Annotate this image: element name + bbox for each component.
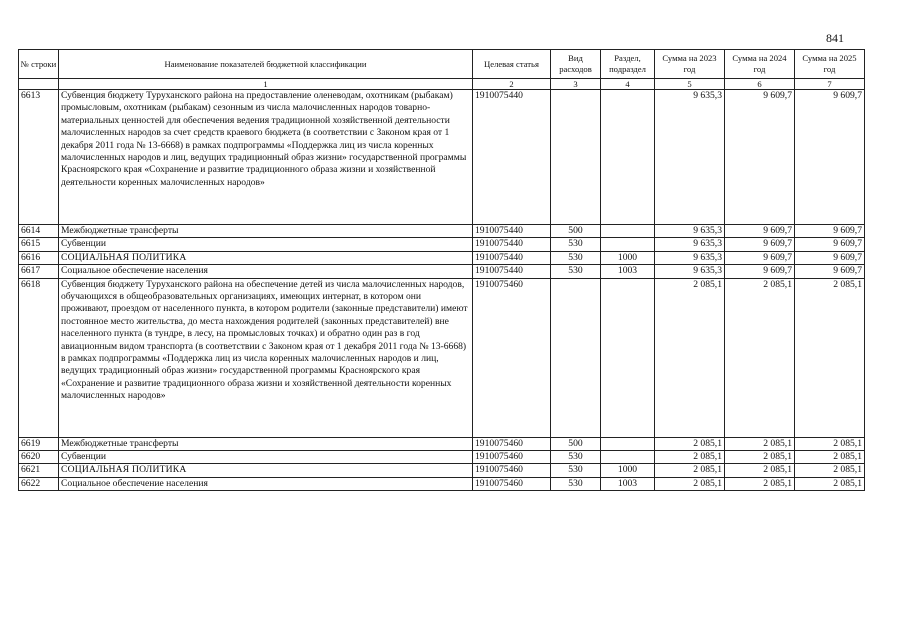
row-sum-2025: 2 085,1: [795, 278, 865, 437]
row-sum-2024: 9 609,7: [725, 90, 795, 225]
column-number-row: [19, 79, 865, 90]
row-sum-2024: 9 609,7: [725, 251, 795, 264]
row-kind: 530: [551, 464, 601, 477]
row-sum-2024: 9 609,7: [725, 265, 795, 278]
row-target-code: 1910075440: [473, 90, 551, 225]
table-row: [19, 464, 865, 477]
row-sum-2025: 9 609,7: [795, 238, 865, 251]
row-section: 1000: [601, 251, 655, 264]
row-sum-2025: 2 085,1: [795, 477, 865, 490]
table-row: [19, 251, 865, 264]
row-section: [601, 238, 655, 251]
row-sum-2025: 9 609,7: [795, 225, 865, 238]
row-target-code: 1910075440: [473, 225, 551, 238]
row-name: СОЦИАЛЬНАЯ ПОЛИТИКА: [59, 464, 473, 477]
col-number: 6: [725, 79, 795, 90]
table-row: [19, 238, 865, 251]
row-sum-2025: 9 609,7: [795, 90, 865, 225]
row-number: 6613: [19, 90, 59, 225]
row-number: 6621: [19, 464, 59, 477]
row-target-code: 1910075460: [473, 451, 551, 464]
table-row: [19, 437, 865, 450]
table-row: [19, 90, 865, 225]
row-sum-2023: 9 635,3: [655, 265, 725, 278]
col-number: 7: [795, 79, 865, 90]
row-target-code: 1910075440: [473, 238, 551, 251]
row-kind: 530: [551, 477, 601, 490]
row-section: 1003: [601, 477, 655, 490]
row-name: Межбюджетные трансферты: [59, 437, 473, 450]
row-sum-2025: 2 085,1: [795, 451, 865, 464]
row-name: Социальное обеспечение населения: [59, 265, 473, 278]
row-name: Субвенция бюджету Туруханского района на обеспечение детей из числа малочисленных народов, обучающихся в общеобразовательных организациях, имеющих интернат, в котором они проживают, проездом от населенного пункта, в котором родители (законные представители) имеют постоянное место жительства, до места нахождения родителей (законных представителей) вне населенного пункта (в тундре, в лесу, на промысловых точках) и обратно один раз в год авиационным видом транспорта (в соответствии с Законом края от 1 декабря 2011 года № 13-6668) в рамках подпрограммы «Поддержка лиц из числа коренных малочисленных народов и лиц, ведущих традиционный образ жизни» государственной программы Красноярского края «Сохранение и развитие традиционного образа жизни и хозяйственной деятельности коренных малочисленных народов»: [59, 278, 473, 437]
row-section: [601, 90, 655, 225]
row-kind: 500: [551, 225, 601, 238]
table-row: [19, 477, 865, 490]
row-name: Межбюджетные трансферты: [59, 225, 473, 238]
row-kind: [551, 90, 601, 225]
col-number: 2: [473, 79, 551, 90]
table-row: [19, 225, 865, 238]
row-target-code: 1910075460: [473, 437, 551, 450]
row-sum-2025: 9 609,7: [795, 251, 865, 264]
row-sum-2024: 2 085,1: [725, 437, 795, 450]
col-number: 4: [601, 79, 655, 90]
row-number: 6616: [19, 251, 59, 264]
row-name: СОЦИАЛЬНАЯ ПОЛИТИКА: [59, 251, 473, 264]
header-sum-2024: Сумма на 2024 год: [725, 50, 795, 79]
row-section: [601, 437, 655, 450]
header-section: Раздел, подраздел: [601, 50, 655, 79]
header-row: [19, 50, 865, 79]
row-sum-2023: 2 085,1: [655, 437, 725, 450]
row-section: [601, 278, 655, 437]
row-kind: 500: [551, 437, 601, 450]
header-target: Целевая статья: [473, 50, 551, 79]
row-number: 6614: [19, 225, 59, 238]
table-row: [19, 278, 865, 437]
row-kind: 530: [551, 265, 601, 278]
row-number: 6620: [19, 451, 59, 464]
row-sum-2024: 2 085,1: [725, 451, 795, 464]
row-section: 1003: [601, 265, 655, 278]
table-row: [19, 451, 865, 464]
row-sum-2024: 2 085,1: [725, 278, 795, 437]
row-sum-2023: 2 085,1: [655, 451, 725, 464]
row-kind: [551, 278, 601, 437]
row-sum-2025: 9 609,7: [795, 265, 865, 278]
row-number: 6618: [19, 278, 59, 437]
row-sum-2024: 2 085,1: [725, 477, 795, 490]
row-name: Субвенции: [59, 238, 473, 251]
row-sum-2024: 2 085,1: [725, 464, 795, 477]
row-target-code: 1910075440: [473, 265, 551, 278]
row-number: 6615: [19, 238, 59, 251]
row-sum-2023: 9 635,3: [655, 251, 725, 264]
row-kind: 530: [551, 238, 601, 251]
budget-table: [18, 49, 865, 491]
header-row-no: № строки: [19, 50, 59, 79]
page-number: 841: [826, 31, 844, 45]
row-sum-2025: 2 085,1: [795, 437, 865, 450]
row-kind: 530: [551, 451, 601, 464]
row-sum-2023: 9 635,3: [655, 238, 725, 251]
col-number: 5: [655, 79, 725, 90]
header-kind: Вид расходов: [551, 50, 601, 79]
header-name: Наименование показателей бюджетной классификации: [59, 50, 473, 79]
row-target-code: 1910075460: [473, 464, 551, 477]
row-target-code: 1910075460: [473, 278, 551, 437]
header-sum-2025: Сумма на 2025 год: [795, 50, 865, 79]
row-sum-2023: 2 085,1: [655, 477, 725, 490]
row-number: 6617: [19, 265, 59, 278]
row-name: Субвенции: [59, 451, 473, 464]
row-sum-2023: 9 635,3: [655, 90, 725, 225]
row-sum-2025: 2 085,1: [795, 464, 865, 477]
row-kind: 530: [551, 251, 601, 264]
col-number: 1: [59, 79, 473, 90]
row-sum-2024: 9 609,7: [725, 225, 795, 238]
header-sum-2023: Сумма на 2023 год: [655, 50, 725, 79]
col-number: [19, 79, 59, 90]
row-section: [601, 451, 655, 464]
row-sum-2024: 9 609,7: [725, 238, 795, 251]
row-sum-2023: 2 085,1: [655, 278, 725, 437]
row-name: Социальное обеспечение населения: [59, 477, 473, 490]
row-target-code: 1910075440: [473, 251, 551, 264]
row-number: 6619: [19, 437, 59, 450]
table-row: [19, 265, 865, 278]
row-sum-2023: 9 635,3: [655, 225, 725, 238]
row-target-code: 1910075460: [473, 477, 551, 490]
row-section: 1000: [601, 464, 655, 477]
col-number: 3: [551, 79, 601, 90]
row-name: Субвенция бюджету Туруханского района на предоставление оленеводам, охотникам (рыбакам) промысловым, охотникам (рыбакам) сезонным из числа малочисленных народов товарно-материальных ценностей для обеспечения ведения традиционной хозяйственной деятельности малочисленных народов за счет средств краевого бюджета (в соответствии с Законом края от 1 декабря 2011 года № 13-6668) в рамках подпрограммы «Поддержка лиц из числа коренных малочисленных народов и лиц, ведущих традиционный образ жизни» государственной программы Красноярского края «Сохранение и развитие традиционного образа жизни и хозяйственной деятельности коренных малочисленных народов»: [59, 90, 473, 225]
row-sum-2023: 2 085,1: [655, 464, 725, 477]
row-section: [601, 225, 655, 238]
row-number: 6622: [19, 477, 59, 490]
